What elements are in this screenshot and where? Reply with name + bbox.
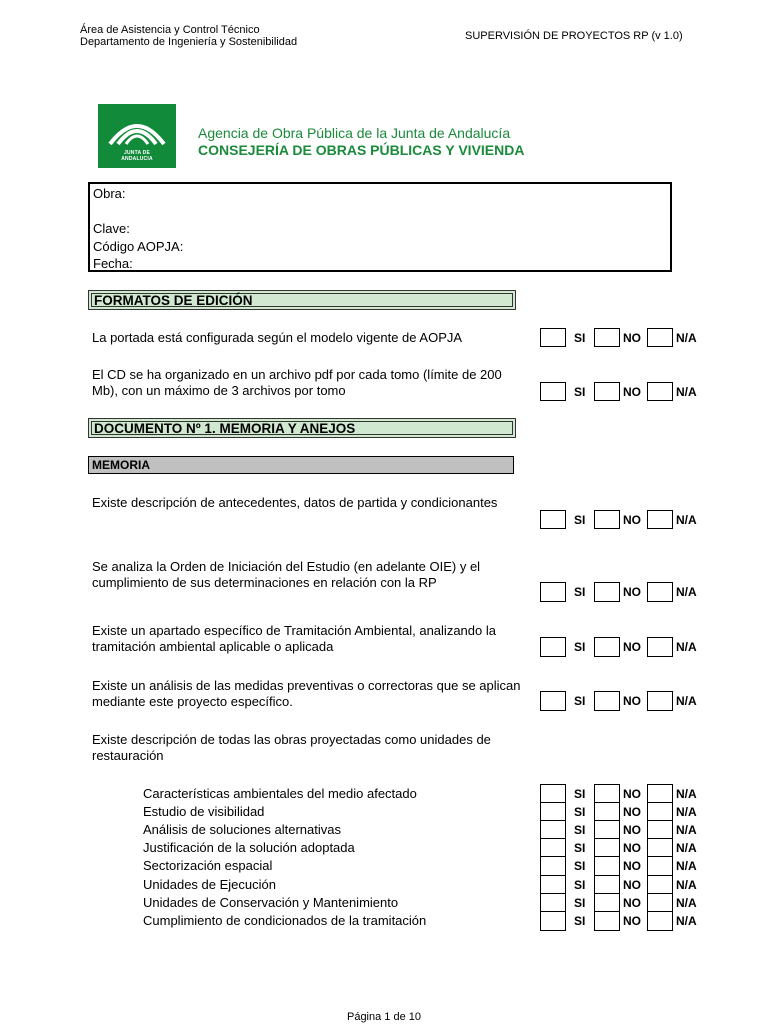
arches-emblem-icon bbox=[98, 104, 176, 150]
checkbox-no[interactable] bbox=[594, 784, 620, 804]
checkbox-na[interactable] bbox=[647, 784, 673, 804]
clave-field[interactable]: Clave: bbox=[93, 221, 130, 236]
checkbox-no[interactable] bbox=[594, 637, 620, 657]
checkbox-na[interactable] bbox=[647, 328, 673, 347]
option-label-no: NO bbox=[623, 841, 641, 855]
checkbox-na[interactable] bbox=[647, 382, 673, 401]
agency-name: Agencia de Obra Pública de la Junta de Andalucía bbox=[198, 125, 511, 141]
junta-andalucia-logo bbox=[98, 104, 176, 168]
subitem-label: Características ambientales del medio afectado bbox=[143, 786, 417, 801]
ministry-name: CONSEJERÍA DE OBRAS PÚBLICAS Y VIVIENDA bbox=[198, 142, 525, 158]
subitem-label: Análisis de soluciones alternativas bbox=[143, 822, 341, 837]
checkbox-na[interactable] bbox=[647, 893, 673, 912]
option-label-na: N/A bbox=[676, 787, 697, 801]
option-label-na: N/A bbox=[676, 805, 697, 819]
option-label-si: SI bbox=[574, 385, 586, 399]
option-label-si: SI bbox=[574, 694, 586, 708]
option-label-no: NO bbox=[623, 331, 641, 345]
option-label-si: SI bbox=[574, 805, 586, 819]
question-oie: Se analiza la Orden de Iniciación del Estudio (en adelante OIE) y el cumplimiento de sus determinaciones en relación con la RP bbox=[92, 559, 481, 590]
option-label-no: NO bbox=[623, 513, 641, 527]
checkbox-na[interactable] bbox=[647, 582, 673, 602]
checkbox-na[interactable] bbox=[647, 911, 673, 931]
option-label-si: SI bbox=[574, 823, 586, 837]
option-label-no: NO bbox=[623, 385, 641, 399]
checkbox-na[interactable] bbox=[647, 820, 673, 839]
checkbox-na[interactable] bbox=[647, 637, 673, 657]
checkbox-na[interactable] bbox=[647, 838, 673, 857]
checkbox-na[interactable] bbox=[647, 875, 673, 894]
option-label-na: N/A bbox=[676, 331, 697, 345]
question-portada: La portada está configurada según el modelo vigente de AOPJA bbox=[92, 330, 463, 345]
option-label-no: NO bbox=[623, 859, 641, 873]
option-label-si: SI bbox=[574, 878, 586, 892]
option-label-na: N/A bbox=[676, 694, 697, 708]
codigo-aopja-field[interactable]: Código AOPJA: bbox=[93, 239, 184, 254]
option-label-no: NO bbox=[623, 640, 641, 654]
project-info-box bbox=[88, 182, 672, 272]
checkbox-si[interactable] bbox=[540, 382, 566, 401]
checkbox-no[interactable] bbox=[594, 893, 620, 912]
option-label-na: N/A bbox=[676, 896, 697, 910]
subitem-label: Cumplimiento de condicionados de la tramitación bbox=[143, 913, 427, 928]
option-label-si: SI bbox=[574, 896, 586, 910]
question-medidas-preventivas: Existe un análisis de las medidas preventivas o correctoras que se aplican mediante este proyecto específico. bbox=[92, 678, 521, 709]
checkbox-no[interactable] bbox=[594, 510, 620, 529]
question-tramitacion-ambiental: Existe un apartado específico de Tramitación Ambiental, analizando la tramitación ambiental aplicable o aplicada bbox=[92, 623, 496, 654]
checkbox-no[interactable] bbox=[594, 820, 620, 839]
checkbox-si[interactable] bbox=[540, 691, 566, 711]
checkbox-si[interactable] bbox=[540, 802, 566, 821]
checkbox-na[interactable] bbox=[647, 856, 673, 876]
obra-field[interactable]: Obra: bbox=[93, 186, 126, 201]
checkbox-no[interactable] bbox=[594, 875, 620, 894]
option-label-no: NO bbox=[623, 896, 641, 910]
option-label-si: SI bbox=[574, 513, 586, 527]
option-label-na: N/A bbox=[676, 859, 697, 873]
option-label-si: SI bbox=[574, 914, 586, 928]
option-label-na: N/A bbox=[676, 878, 697, 892]
header-dept-line2: Departamento de Ingeniería y Sostenibilidad bbox=[80, 36, 298, 48]
checkbox-si[interactable] bbox=[540, 856, 566, 876]
page-number: Página 1 de 10 bbox=[346, 1011, 421, 1023]
option-label-no: NO bbox=[623, 585, 641, 599]
question-antecedentes: Existe descripción de antecedentes, datos de partida y condicionantes bbox=[92, 495, 498, 510]
logo-emblem-text: JUNTA DE ANDALUCIA bbox=[121, 150, 153, 162]
checkbox-no[interactable] bbox=[594, 911, 620, 931]
section-documento-1: DOCUMENTO Nº 1. MEMORIA Y ANEJOS bbox=[88, 418, 516, 438]
option-label-si: SI bbox=[574, 787, 586, 801]
checkbox-no[interactable] bbox=[594, 691, 620, 711]
checkbox-na[interactable] bbox=[647, 510, 673, 529]
section-formatos-edicion: FORMATOS DE EDICIÓN bbox=[88, 290, 516, 310]
checkbox-no[interactable] bbox=[594, 838, 620, 857]
option-label-na: N/A bbox=[676, 914, 697, 928]
subitem-label: Estudio de visibilidad bbox=[143, 804, 265, 819]
option-label-no: NO bbox=[623, 914, 641, 928]
option-label-no: NO bbox=[623, 694, 641, 708]
option-label-na: N/A bbox=[676, 640, 697, 654]
checkbox-si[interactable] bbox=[540, 637, 566, 657]
option-label-na: N/A bbox=[676, 585, 697, 599]
option-label-na: N/A bbox=[676, 385, 697, 399]
checkbox-no[interactable] bbox=[594, 382, 620, 401]
option-label-si: SI bbox=[574, 859, 586, 873]
option-label-na: N/A bbox=[676, 513, 697, 527]
subitem-label: Sectorización espacial bbox=[143, 858, 273, 873]
checkbox-si[interactable] bbox=[540, 784, 566, 804]
checkbox-si[interactable] bbox=[540, 875, 566, 894]
checkbox-si[interactable] bbox=[540, 838, 566, 857]
option-label-no: NO bbox=[623, 805, 641, 819]
checkbox-no[interactable] bbox=[594, 582, 620, 602]
option-label-no: NO bbox=[623, 787, 641, 801]
checkbox-si[interactable] bbox=[540, 820, 566, 839]
checkbox-no[interactable] bbox=[594, 856, 620, 876]
question-obras-restauracion: Existe descripción de todas las obras proyectadas como unidades de restauración bbox=[92, 732, 491, 763]
fecha-field[interactable]: Fecha: bbox=[93, 256, 133, 271]
checkbox-si[interactable] bbox=[540, 582, 566, 602]
subitem-label: Justificación de la solución adoptada bbox=[143, 840, 355, 855]
option-label-na: N/A bbox=[676, 823, 697, 837]
checkbox-na[interactable] bbox=[647, 691, 673, 711]
option-label-si: SI bbox=[574, 585, 586, 599]
header-doc-title: SUPERVISIÓN DE PROYECTOS RP (v 1.0) bbox=[465, 30, 683, 42]
option-label-na: N/A bbox=[676, 841, 697, 855]
checkbox-si[interactable] bbox=[540, 893, 566, 912]
checkbox-si[interactable] bbox=[540, 911, 566, 931]
option-label-si: SI bbox=[574, 331, 586, 345]
checkbox-si[interactable] bbox=[540, 328, 566, 347]
checkbox-si[interactable] bbox=[540, 510, 566, 529]
option-label-si: SI bbox=[574, 640, 586, 654]
checkbox-no[interactable] bbox=[594, 802, 620, 821]
question-cd-organizacion: El CD se ha organizado en un archivo pdf por cada tomo (límite de 200 Mb), con un máximo de 3 archivos por tomo bbox=[92, 367, 502, 398]
option-label-no: NO bbox=[623, 823, 641, 837]
header-dept-line1: Área de Asistencia y Control Técnico bbox=[80, 24, 260, 36]
subitem-label: Unidades de Ejecución bbox=[143, 877, 276, 892]
subsection-memoria: MEMORIA bbox=[88, 456, 514, 474]
subitem-label: Unidades de Conservación y Mantenimiento bbox=[143, 895, 399, 910]
checkbox-no[interactable] bbox=[594, 328, 620, 347]
checkbox-na[interactable] bbox=[647, 802, 673, 821]
option-label-no: NO bbox=[623, 878, 641, 892]
option-label-si: SI bbox=[574, 841, 586, 855]
